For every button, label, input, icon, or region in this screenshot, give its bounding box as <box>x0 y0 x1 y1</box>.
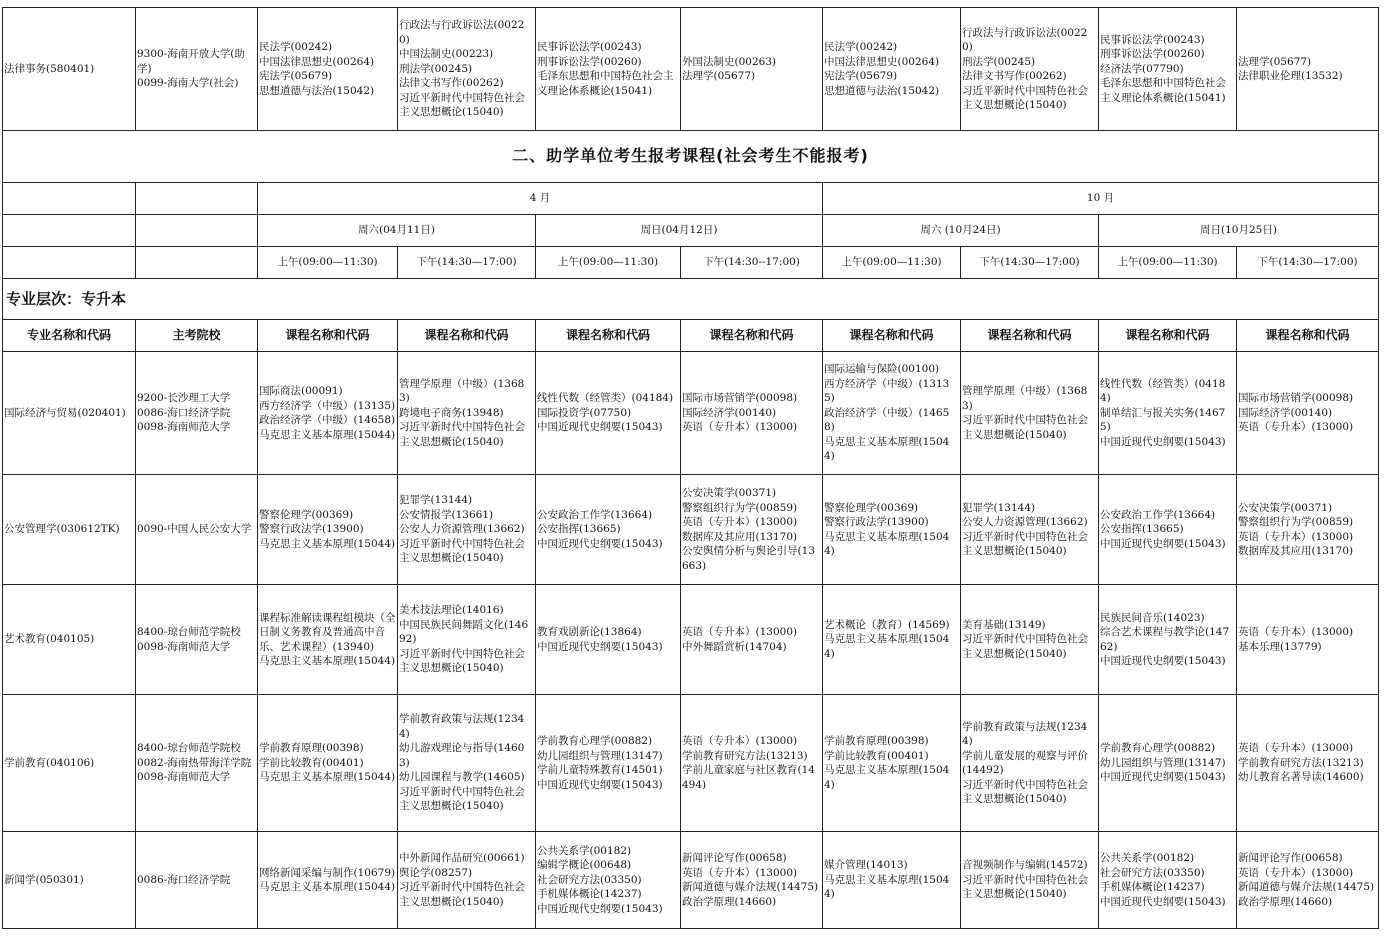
course-line: 马克思主义基本原理(15044) <box>824 764 950 791</box>
course-line: 英语（专升本）(13000) <box>1238 626 1354 638</box>
course-line: 习近平新时代中国特色社会主义思想概论(15040) <box>962 84 1088 111</box>
course-line: 0098-海南师范大学 <box>137 640 231 653</box>
course-line: 9200-长沙理工大学 <box>137 392 231 405</box>
course-cell <box>681 832 823 929</box>
major-cell: 新闻学(050301) <box>3 832 136 929</box>
course-line: 英语（专升本）(13000) <box>1238 742 1354 755</box>
major-cell: 法律事务(580401) <box>3 8 136 131</box>
course-cell <box>823 475 961 585</box>
course-line: 数据库及其应用(13170) <box>1238 545 1354 557</box>
course-line: 8400-琼台师范学院校 <box>137 626 241 638</box>
course-cell <box>536 695 681 832</box>
course-cell <box>681 695 823 832</box>
column-header: 课程名称和代码 <box>258 320 398 352</box>
course-line: 中国近现代史纲要(15043) <box>537 421 663 434</box>
session-header: 上午(09:00—11:30) <box>1099 247 1237 279</box>
course-cell <box>1099 585 1237 695</box>
course-line: 学前教育政策与法规(12344) <box>399 713 525 740</box>
course-line: 幼儿教育名著导读(14600) <box>1238 771 1364 784</box>
course-line: 学前教育心理学(00882) <box>537 735 653 747</box>
course-line: 学前儿童发展的观察与评价(14492) <box>962 749 1088 776</box>
empty-cell <box>3 215 136 247</box>
course-cell <box>398 475 536 585</box>
course-line: 毛泽东思想和中国特色社会主义理论体系概论(15041) <box>1100 77 1226 104</box>
course-line: 政治学原理(14660) <box>682 895 777 908</box>
course-line: 中国近现代史纲要(15043) <box>1100 895 1226 908</box>
course-line: 公安政治工作学(13664) <box>1100 508 1216 521</box>
course-line: 习近平新时代中国特色社会主义思想概论(15040) <box>399 785 525 813</box>
course-cell <box>258 585 398 695</box>
course-line: 犯罪学(13144) <box>399 494 473 507</box>
course-line: 新闻评论写作(00658) <box>1238 852 1343 864</box>
course-line: 马克思主义基本原理(15044) <box>259 655 396 667</box>
course-line: 习近平新时代中国特色社会主义思想概论(15040) <box>399 647 525 675</box>
course-line: 课程标准解读课程组模块（全日制义务教育及普通高中音乐、艺术课程）(13940) <box>259 611 396 653</box>
course-line: 法律职业伦理(13532) <box>1238 70 1343 82</box>
course-line: 习近平新时代中国特色社会主义思想概论(15040) <box>399 421 525 448</box>
course-line: 线性代数（经管类）(04184) <box>537 392 674 405</box>
course-cell <box>398 832 536 929</box>
course-cell <box>536 585 681 695</box>
course-line: 新闻评论写作(00658) <box>682 852 787 864</box>
course-cell <box>1099 352 1237 475</box>
course-line: 英语（专升本）(13000) <box>682 866 798 879</box>
course-line: 马克思主义基本原理(15044) <box>259 537 396 550</box>
course-cell <box>536 352 681 475</box>
course-line: 中国近现代史纲要(15043) <box>1100 435 1226 448</box>
course-line: 英语（专升本）(13000) <box>682 626 798 638</box>
course-line: 编辑学概论(00648) <box>537 859 632 872</box>
course-line: 公安人力资源管理(13662) <box>962 516 1088 528</box>
course-line: 学前教育原理(00398) <box>824 735 929 747</box>
course-line: 学前教育研究方法(13213) <box>682 749 808 762</box>
course-cell <box>258 695 398 832</box>
course-line: 马克思主义基本原理(15044) <box>824 435 950 463</box>
course-line: 中外新闻作品研究(00661) <box>399 852 525 864</box>
session-header: 下午(14:30—17:00) <box>398 247 536 279</box>
course-line: 习近平新时代中国特色社会主义思想概论(15040) <box>399 881 525 908</box>
school-cell <box>136 352 258 475</box>
level-heading: 专业层次：专升本 <box>3 279 1379 320</box>
course-line: 习近平新时代中国特色社会主义思想概论(15040) <box>399 537 525 565</box>
course-line: 0098-海南师范大学 <box>137 421 231 434</box>
day-header: 周六(04月11日) <box>258 215 536 247</box>
course-line: 行政法与行政诉讼法(00220) <box>962 26 1088 53</box>
column-header: 课程名称和代码 <box>823 320 961 352</box>
course-line: 英语（专升本）(13000) <box>682 421 798 434</box>
course-line: 媒介管理(14013) <box>824 859 908 872</box>
course-line: 幼儿园课程与教学(14605) <box>399 771 525 784</box>
course-cell <box>823 695 961 832</box>
major-cell: 学前教育(040106) <box>3 695 136 832</box>
course-line: 跨境电子商务(13948) <box>399 406 504 419</box>
empty-cell <box>136 183 258 215</box>
course-line: 学前儿童特殊教育(14501) <box>537 764 663 776</box>
session-header: 上午(09:00—11:30) <box>536 247 681 279</box>
session-header: 下午(14:30--17:00) <box>681 247 823 279</box>
course-line: 中国近现代史纲要(15043) <box>537 537 663 550</box>
day-header: 周日(10月25日) <box>1099 215 1379 247</box>
course-cell <box>1237 8 1379 131</box>
course-line: 中国近现代史纲要(15043) <box>537 902 663 915</box>
course-cell <box>398 585 536 695</box>
course-line: 线性代数（经管类）(04184) <box>1100 377 1226 405</box>
course-line: 民事诉讼法学(00243) <box>1100 33 1205 46</box>
course-line: 手机媒体概论(14237) <box>537 888 642 901</box>
course-line: 马克思主义基本原理(15044) <box>259 428 396 441</box>
column-header: 主考院校 <box>136 320 258 352</box>
course-cell <box>258 475 398 585</box>
course-line: 中国近现代史纲要(15043) <box>537 778 663 791</box>
course-line: 警察行政法学(13900) <box>259 523 364 536</box>
course-line: 民族民间音乐(14023) <box>1100 611 1205 624</box>
course-line: 制单结汇与报关实务(14675) <box>1100 406 1226 434</box>
month-april: 4 月 <box>258 183 823 215</box>
course-line: 中国近现代史纲要(15043) <box>537 640 663 653</box>
course-line: 管理学原理（中级）(13683) <box>399 377 525 405</box>
course-line: 学前教育原理(00398) <box>259 742 364 755</box>
course-line: 美育基础(13149) <box>962 618 1046 631</box>
column-header: 课程名称和代码 <box>1237 320 1379 352</box>
course-line: 学前教育政策与法规(12344) <box>962 720 1088 747</box>
course-line: 民法学(00242) <box>259 41 333 53</box>
course-cell <box>823 832 961 929</box>
course-line: 习近平新时代中国特色社会主义思想概论(15040) <box>962 633 1088 660</box>
course-line: 英语（专升本）(13000) <box>682 516 798 528</box>
course-line: 美术技法理论(14016) <box>399 604 504 617</box>
course-line: 思想道德与法治(15042) <box>824 84 940 97</box>
course-line: 法律文书写作(00262) <box>962 70 1067 82</box>
section-title: 二、助学单位考生报考课程(社会考生不能报考) <box>3 131 1379 183</box>
course-line: 教育戏剧新论(13864) <box>537 626 642 638</box>
course-line: 8400-琼台师范学院校 <box>137 742 241 755</box>
course-line: 0090-中国人民公安大学 <box>137 523 252 536</box>
course-line: 马克思主义基本原理(15044) <box>824 530 950 557</box>
course-cell <box>1237 695 1379 832</box>
course-line: 刑法学(00245) <box>399 62 473 75</box>
session-header: 下午(14:30—17:00) <box>961 247 1099 279</box>
course-line: 网络新闻采编与制作(10679) <box>259 866 396 879</box>
course-line: 政治学原理(14660) <box>1238 895 1333 908</box>
course-line: 社会研究方法(03350) <box>537 873 642 886</box>
course-line: 习近平新时代中国特色社会主义思想概论(15040) <box>962 873 1088 901</box>
column-header: 课程名称和代码 <box>536 320 681 352</box>
course-line: 英语（专升本）(13000) <box>1238 530 1354 543</box>
empty-cell <box>3 183 136 215</box>
course-line: 中外舞蹈赏析(14704) <box>682 640 787 653</box>
column-header: 课程名称和代码 <box>961 320 1099 352</box>
course-line: 学前教育心理学(00882) <box>1100 742 1216 755</box>
course-line: 幼儿园组织与管理(13147) <box>537 749 663 762</box>
course-cell <box>681 8 823 131</box>
course-line: 国际市场营销学(00098) <box>1238 392 1354 405</box>
day-header: 周日(04月12日) <box>536 215 823 247</box>
course-line: 新闻道德与媒介法规(14475) <box>1238 881 1375 893</box>
course-cell <box>961 8 1099 131</box>
course-line: 数据库及其应用(13170) <box>682 530 798 543</box>
course-line: 马克思主义基本原理(15044) <box>824 633 950 660</box>
course-line: 公安政治工作学(13664) <box>537 508 653 521</box>
course-line: 习近平新时代中国特色社会主义思想概论(15040) <box>399 91 525 119</box>
school-cell <box>136 832 258 929</box>
session-header: 上午(09:00—11:30) <box>258 247 398 279</box>
course-line: 马克思主义基本原理(15044) <box>259 771 396 784</box>
course-line: 毛泽东思想和中国特色社会主义理论体系概论(15041) <box>537 70 674 97</box>
course-cell <box>961 352 1099 475</box>
course-cell <box>398 352 536 475</box>
course-line: 公安指挥(13665) <box>1100 523 1184 536</box>
course-cell <box>536 832 681 929</box>
course-cell <box>823 8 961 131</box>
course-line: 公安决策学(00371) <box>1238 501 1333 514</box>
course-line: 马克思主义基本原理(15044) <box>824 873 950 901</box>
course-line: 刑法学(00245) <box>962 55 1036 68</box>
course-line: 音视频制作与编辑(14572) <box>962 859 1088 872</box>
course-cell <box>823 585 961 695</box>
course-cell <box>1237 832 1379 929</box>
course-line: 警察行政法学(13900) <box>824 516 929 528</box>
course-line: 社会研究方法(03350) <box>1100 866 1205 879</box>
course-cell <box>258 832 398 929</box>
course-line: 国际经济学(00140) <box>1238 406 1333 419</box>
course-line: 宪法学(05679) <box>824 70 898 82</box>
table-row <box>3 8 1379 131</box>
course-cell <box>823 352 961 475</box>
course-line: 习近平新时代中国特色社会主义思想概论(15040) <box>962 530 1088 557</box>
course-line: 英语（专升本）(13000) <box>1238 421 1354 434</box>
course-line: 刑事诉讼法学(00260) <box>537 55 642 68</box>
course-line: 公共关系学(00182) <box>537 844 632 857</box>
course-cell <box>258 352 398 475</box>
course-line: 国际投资学(07750) <box>537 406 632 419</box>
course-line: 国际商法(00091) <box>259 385 343 397</box>
course-line: 西方经济学（中级）(13135) <box>259 399 396 412</box>
month-october: 10 月 <box>823 183 1379 215</box>
course-line: 0098-海南师范大学 <box>137 771 231 784</box>
course-cell <box>1237 475 1379 585</box>
course-line: 0082-海南热带海洋学院 <box>137 756 252 769</box>
course-line: 中国近现代史纲要(15043) <box>1100 771 1226 784</box>
course-cell <box>536 475 681 585</box>
course-cell <box>1237 352 1379 475</box>
course-line: 中国法律思想史(00264) <box>824 55 940 68</box>
course-line: 英语（专升本）(13000) <box>682 735 798 747</box>
session-header: 上午(09:00—11:30) <box>823 247 961 279</box>
course-line: 法理学(05677) <box>682 70 756 82</box>
course-line: 警察组织行为学(00859) <box>1238 516 1354 528</box>
table-row <box>3 695 1379 832</box>
course-cell <box>681 475 823 585</box>
course-line: 民法学(00242) <box>824 41 898 53</box>
course-line: 政治经济学（中级）(14658) <box>824 406 950 434</box>
course-line: 西方经济学（中级）(13135) <box>824 377 950 405</box>
school-cell <box>136 585 258 695</box>
course-line: 手机媒体概论(14237) <box>1100 881 1205 893</box>
empty-cell <box>3 247 136 279</box>
course-line: 法理学(05677) <box>1238 55 1312 68</box>
empty-cell <box>136 247 258 279</box>
course-line: 公安决策学(00371) <box>682 487 777 499</box>
session-header: 下午(14:30—17:00) <box>1237 247 1379 279</box>
course-line: 新闻道德与媒介法规(14475) <box>682 881 819 893</box>
course-line: 公安舆情分析与舆论引导(13663) <box>682 545 815 572</box>
course-line: 中国近现代史纲要(15043) <box>1100 537 1226 550</box>
course-cell <box>681 352 823 475</box>
table-row <box>3 475 1379 585</box>
course-line: 幼儿游戏理论与指导(14603) <box>399 742 525 769</box>
course-line: 犯罪学(13144) <box>962 501 1036 514</box>
course-cell <box>1099 475 1237 585</box>
course-line: 行政法与行政诉讼法(00220) <box>399 19 525 46</box>
exam-schedule-table <box>2 7 1379 929</box>
course-line: 公共关系学(00182) <box>1100 852 1195 864</box>
course-line: 学前儿童家庭与社区教育(14494) <box>682 764 815 791</box>
course-line: 艺术概论（教育）(14569) <box>824 618 950 631</box>
course-line: 英语（专升本）(13000) <box>1238 866 1354 879</box>
course-line: 宪法学(05679) <box>259 70 333 82</box>
course-line: 警察伦理学(00369) <box>259 508 354 521</box>
course-line: 刑事诉讼法学(00260) <box>1100 48 1205 61</box>
course-cell <box>961 585 1099 695</box>
course-line: 基本乐理(13779) <box>1238 640 1322 653</box>
school-cell <box>136 475 258 585</box>
course-line: 学前比较教育(00401) <box>824 749 929 762</box>
course-cell <box>1099 8 1237 131</box>
course-line: 0086-海口经济学院 <box>137 873 231 886</box>
course-line: 学前教育研究方法(13213) <box>1238 756 1364 769</box>
course-cell <box>398 695 536 832</box>
course-line: 舆论学(08257) <box>399 866 473 879</box>
course-line: 公安人力资源管理(13662) <box>399 523 525 536</box>
course-line: 中国民族民间舞蹈文化(14692) <box>399 618 529 646</box>
school-cell <box>136 695 258 832</box>
course-cell <box>1099 695 1237 832</box>
course-line: 法律文书写作(00262) <box>399 77 504 90</box>
table-row <box>3 832 1379 929</box>
column-header: 课程名称和代码 <box>1099 320 1237 352</box>
course-line: 管理学原理（中级）(13683) <box>962 385 1088 412</box>
course-line: 习近平新时代中国特色社会主义思想概论(15040) <box>962 778 1088 805</box>
course-line: 思想道德与法治(15042) <box>259 84 375 97</box>
course-cell <box>398 8 536 131</box>
course-cell <box>536 8 681 131</box>
course-line: 幼儿园组织与管理(13147) <box>1100 756 1226 769</box>
column-header: 课程名称和代码 <box>398 320 536 352</box>
course-cell <box>961 832 1099 929</box>
course-line: 0086-海口经济学院 <box>137 406 231 419</box>
course-line: 警察组织行为学(00859) <box>682 501 798 514</box>
column-header: 专业名称和代码 <box>3 320 136 352</box>
course-cell <box>681 585 823 695</box>
course-line: 经济法学(07790) <box>1100 62 1184 75</box>
course-line: 公安情报学(13661) <box>399 508 494 521</box>
course-line: 民事诉讼法学(00243) <box>537 41 642 53</box>
course-cell <box>258 8 398 131</box>
table-row <box>3 585 1379 695</box>
course-cell <box>961 695 1099 832</box>
course-line: 国际市场营销学(00098) <box>682 392 798 405</box>
major-cell: 公安管理学(030612TK) <box>3 475 136 585</box>
course-line: 习近平新时代中国特色社会主义思想概论(15040) <box>962 414 1088 441</box>
school-cell: 9300-海南开放大学(助学) 0099-海南大学(社会) <box>136 8 258 131</box>
course-line: 马克思主义基本原理(15044) <box>259 881 396 893</box>
course-line: 中国近现代史纲要(15043) <box>1100 655 1226 667</box>
table-row <box>3 352 1379 475</box>
column-header: 课程名称和代码 <box>681 320 823 352</box>
course-line: 中国法律思想史(00264) <box>259 55 375 68</box>
course-line: 学前比较教育(00401) <box>259 756 364 769</box>
course-line: 警察伦理学(00369) <box>824 501 919 514</box>
empty-cell <box>136 215 258 247</box>
course-cell <box>1237 585 1379 695</box>
course-line: 中国法制史(00223) <box>399 48 494 61</box>
major-cell: 国际经济与贸易(020401) <box>3 352 136 475</box>
course-line: 政治经济学（中级）(14658) <box>259 414 396 426</box>
course-line: 综合艺术课程与教学论(14762) <box>1100 626 1230 653</box>
course-cell <box>961 475 1099 585</box>
day-header: 周六 (10月24日) <box>823 215 1099 247</box>
course-line: 国际经济学(00140) <box>682 406 777 419</box>
course-cell <box>1099 832 1237 929</box>
course-line: 公安指挥(13665) <box>537 523 621 536</box>
course-line: 外国法制史(00263) <box>682 55 777 68</box>
course-line: 国际运输与保险(00100) <box>824 363 940 376</box>
major-cell: 艺术教育(040105) <box>3 585 136 695</box>
